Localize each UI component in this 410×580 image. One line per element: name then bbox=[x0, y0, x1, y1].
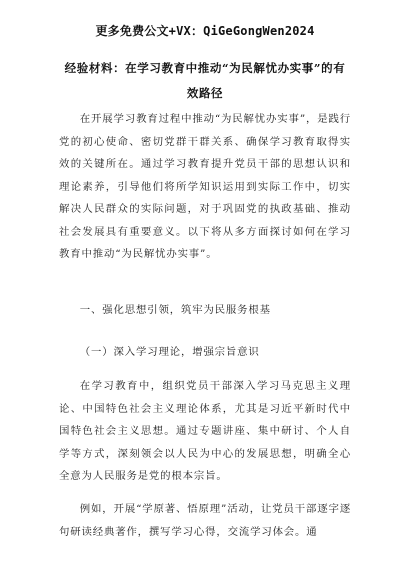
intro-paragraph: 在开展学习教育过程中推动“为民解忧办实事”，是践行党的初心使命、密切党群干群关系、确保学习教育取得实效的关键所在。通过学习教育提升党员干部的思想认识和理论素养，引导他们将所学知识运用到实际工作中，切实解决人民群众的实际问题，对于巩固党的执政基础、推动社会发展具有重要意义。以下将从多方面探讨如何在学习教育中推动“为民解忧办实事”。 bbox=[59, 113, 351, 260]
subsection-heading: （一）深入学习理论，增强宗旨意识 bbox=[79, 346, 260, 358]
body-paragraph-continued: 例如，开展“学原著、悟原理”活动，让党员干部逐字逐句研读经典著作，撰写学习心得，交流学习体会。通 bbox=[59, 503, 351, 538]
promo-header: 更多免费公文+VX：QiGeGongWen2024 bbox=[95, 24, 315, 38]
section-heading: 一、强化思想引领，筑牢为民服务根基 bbox=[79, 304, 271, 316]
document-title: 经验材料：在学习教育中推动“为民解忧办实事”的有效路径 bbox=[64, 61, 346, 100]
body-paragraph: 在学习教育中，组织党员干部深入学习马克思主义理论、中国特色社会主义理论体系，尤其是习近平新时代中国特色社会主义思想。通过专题讲座、集中研讨、个人自学等方式，深刻领会以人民为中心的发展思想，明确全心全意为人民服务是党的根本宗旨。 bbox=[59, 380, 351, 482]
